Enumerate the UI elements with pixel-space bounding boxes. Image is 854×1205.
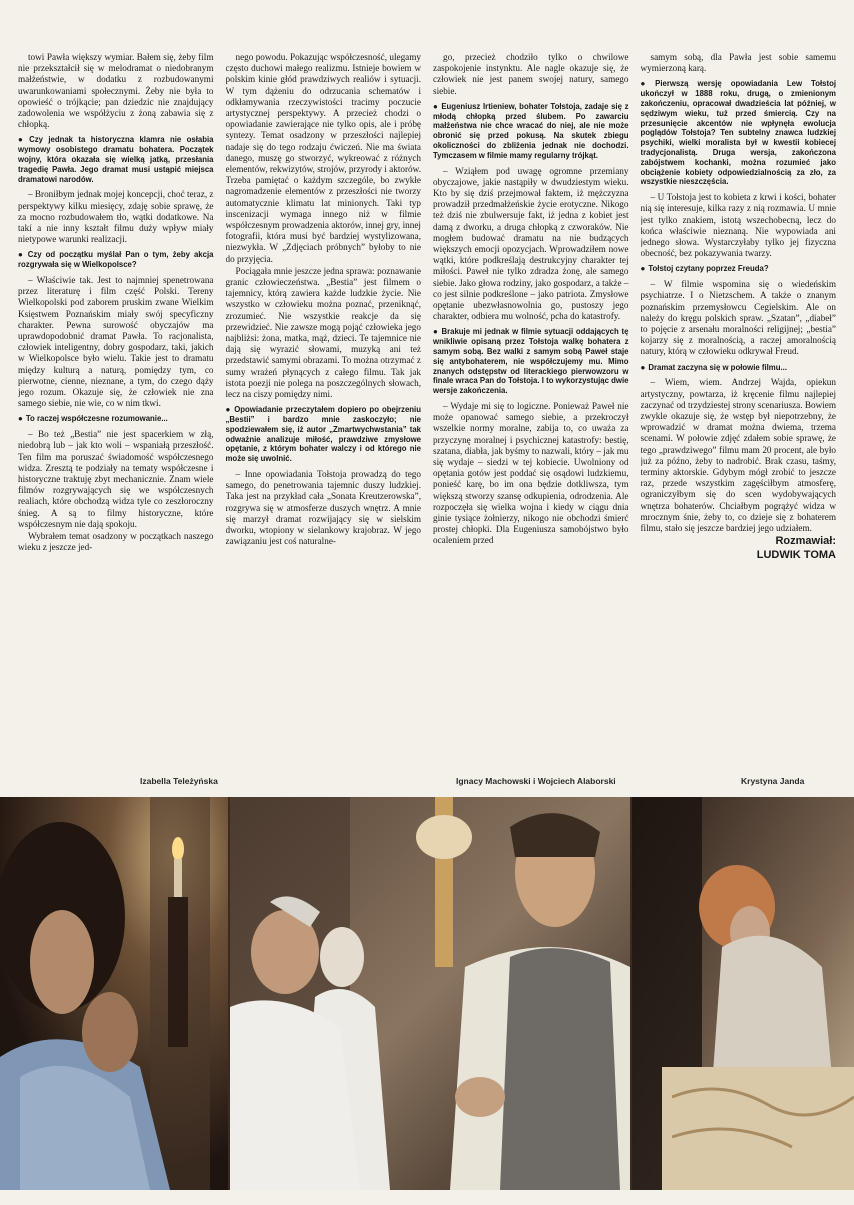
bullet-icon: ● [225,405,232,415]
bullet-icon: ● [640,264,646,274]
bullet-icon: ● [18,414,23,424]
column-1 [18,52,214,758]
article-paragraph: – Wydaje mi się to logiczne. Ponieważ Paweł nie może opanować samego siebie, a przekroczył wszelkie normy moralne, zabija to, co uważa za przyczynę moralnej i psychicznej katastrofy: bestię, szatana, diabła, jak byśmy to nazwali, który – jak mu się wydaje – siedzi w tej kobiecie. Uwolniony od opętania gotów jest poddać się osądowi ludzkiemu, ponieść karę, bo im ona będzie dotkliwsza, tym większą stworzy szansę odkupienia, odrodzenia. Ale rozpoczęła się wielka wojna i kiedy w ciągu dnia ginie tysiące żołnierzy, nikogo nie obchodzi śmierć prostej chłopki. Dla Eugeniusza samobójstwo było ocaleniem przed [433,401,629,546]
question-text: Eugeniusz Irtieniew, bohater Tołstoja, zadaje się z młodą chłopką przed ślubem. Po zawarciu małżeństwa nie chce wracać do niej, ale nie może obronić się przed pokusą. Na skutek zbiegu okoliczności do zbliżenia jednak nie dochodzi. Tymczasem w filmie mamy regularny trójkąt. [433,101,629,160]
question-text: Tołstoj czytany poprzez Freuda? [648,264,769,274]
interview-question [641,264,837,274]
bullet-icon: ● [433,101,439,111]
question-text: Opowiadanie przeczytałem dopiero po obejrzeniu „Bestii” i bardzo mnie zaskoczyło; nie spodziewałem się, iż autor „Zmartwychwstania” tak odważnie analizuje miłość, prawdziwe zmysłowe opętanie, z którym bohater walczy i od którego nie może się uwolnić. [225,405,421,464]
interview-question [433,102,629,161]
article-paragraph: Wybrałem temat osadzony w początkach naszego wieku z jeszcze jed- [18,531,214,553]
article-paragraph: – Bo też „Bestia” nie jest spacerkiem w złą, niedobrą lub – jak kto woli – wspaniałą przeszłość. Ten film ma poruszać świadomość współczesnego widza. Zresztą te podziały na tematy współczesne i historyczne traktuję zbyt mechanicznie. Znam wiele filmów rozgrywających się we współczesnych realiach, które obchodzą widza tyle co zeszłoroczny śnieg. A są to filmy historyczne, które współczesnym nie dają spokoju. [18,429,214,529]
caption-right: Krystyna Janda [741,776,805,786]
interview-question [18,250,214,270]
photo-woman-window [632,797,854,1190]
question-text: Pierwszą wersję opowiadania Lew Tołstoj ukończył w 1888 roku, drugą, o zmienionym zakończeniu, opracował dwadzieścia lat później, w sędziwym wieku, tuż przed śmiercią. Czy na przesunięcie akcentów nie wpłynęła ewolucja poglądów Tołstoja? Ten subtelny znawca ludzkiej psychiki, wielki moralista był w kwestii kobiecej tradycjonalistą. Druga wersja, zakończona zabójstwem kochanki, można rozumieć jako obciążenie kobiety odpowiedzialnością za zło, za wszystkie nieszczęścia. [640,79,836,187]
bullet-icon: ● [18,135,27,145]
author-signature: Rozmawiał: [775,535,836,548]
interview-question [641,79,837,187]
interview-question [18,414,214,424]
photo-woman-candle [0,797,228,1190]
photo-captions [0,776,854,790]
caption-left: Izabella Teleżyńska [140,776,218,786]
bullet-icon: ● [640,79,653,89]
question-text: Brakuje mi jednak w filmie sytuacji oddających tę wnikliwie opisaną przez Tołstoja walkę bohatera z samym sobą. Bez walki z samym sobą Paweł staje się antybohaterem, nie współczujemy mu. Mimo znanych odstępstw od literackiego pierwowzoru w finale wraca Pan do Tołstoja. I to wykorzystując dwie wersje zakończenia. [433,327,629,396]
column-2 [226,52,422,758]
article-paragraph: samym sobą, dla Pawła jest sobie samemu wymierzoną karą. [640,52,836,74]
bullet-icon: ● [18,250,25,260]
article-paragraph: – Właściwie tak. Jest to najmniej spenetrowana przez literaturę i film część Polski. Tereny Wielkopolski pod zaborem pruskim zwane Wielkim Księstwem Poznańskim miały swój specyficzny charakter. Pewna surowość obyczajów ma uprawdopodobnić dramat Pawła. To racjonalista, człowiek inteligentny, dobry gospodarz, taki, jakich w Wielkopolsce było wielu. Takie jest to dramatu między kulturą a naturą, pomiędzy tym, co pierwotne, cienne, nieznane, a tym, do czego dąży jego rozum. Okazuje się, że człowiek nie zna samego siebie, nie wie, co w nim tkwi. [18,275,214,409]
bullet-icon: ● [640,362,646,372]
article-paragraph: – Broniłbym jednak mojej koncepcji, choć teraz, z perspektywy kilku miesięcy, zdaję sobie sprawę, że za mocno rozbudowałem tło, wątki dodatkowe. Na takí a nie inny kształt filmu duży wpływ miały nietypowe warunki realizacji. [18,189,214,245]
article-paragraph: – Wziąłem pod uwagę ogromne przemiany obyczajowe, jakie nastąpiły w dwudziestym wieku. Kto by się dziś przejmował faktem, iż mężczyzna prowadził przedmałżeńskie życie erotyczne. Nikogo też dziś nie zbulwersuje fakt, iż jedna z kobiet jest damą z dworku, a druga chłopką z czworaków. Nie mogłem budować dramatu na nie budzących większych emocji opozycjach. Wprowadziłem nowe wątki, które podkreślają destrukcyjny charakter tej miłości. Paweł nie tylko zdradza żonę, ale samego siebie. Jako głowa rodziny, jako gospodarz, a także – co jest silnie podkreślone – jako patriota. Zmysłowe opętanie ubezwłasnowolnia go, pustoszy jego charakter, odbiera mu wolność, pcha do katastrofy. [433,165,629,322]
bullet-icon: ● [433,327,439,337]
interview-question [226,405,422,464]
article-paragraph: go, przecież chodziło tylko o chwilowe zaspokojenie instynktu. Ale nagle okazuje się, że człowiek nie jest panem swojej natury, samego siebie. [433,52,629,96]
article-paragraph: – Inne opowiadania Tołstoja prowadzą do tego samego, do penetrowania tajemnic duszy ludzkiej. Taka jest na przykład cała „Sonata Kreutzerowska”, rozgrywa się w atmosferze duszych wnętrz. A mnie się marzył dramat rozwijający się w sielskim dworku, wtopiony w sielankowy krajobraz. W jego zawiązaniu jest coś naturalne- [225,469,421,547]
article-columns [18,52,836,758]
question-text: Dramat zaczyna się w połowie filmu... [648,362,787,372]
question-text: To raczej współczesne rozumowanie... [25,414,168,424]
interview-question [641,363,837,373]
caption-middle: Ignacy Machowski i Wojciech Alaborski [456,776,616,786]
column-4 [641,52,837,758]
question-text: Czy jednak ta historyczna klamra nie osłabia wymowy osobistego dramatu bohatera. Początek wojny, która okazała się wielką jatką, przesłania tragedię Pawła. Jego dramat musi ustąpić miejsca dramatowi narodów. [18,135,214,184]
interview-question [433,327,629,396]
question-text: Czy od początku myślał Pan o tym, żeby akcja rozgrywała się w Wielkopolsce? [18,250,214,270]
interview-question [18,135,214,184]
article-paragraph: nego powodu. Pokazując współczesność, ulegamy często duchowi małego realizmu. Istnieje bowiem w polskim kinie głód prawdziwych realiów i sytuacji. W tym dążeniu do odrzucania schematów i odkłamywania rzeczywistości tracimy poczucie artystycznej perspektywy. A przecież chodzi o opowiadanie zawierające nie tylko opis, ale i próbę syntezy. Temat osadzony w przeszłości najlepiej nadaje się do tego rodzaju ćwiczeń. Nie ma świata danego, muszę go stworzyć, wykreować z różnych elementów, rekwizytów, strojów, przyrody i aktorów. Trzeba pamiętać o każdym szczególe, bo zwykłe nagromadzenie elementów z przeszłości nie tworzy automatycznie klimatu lat minionych. Taki typ inscenizacji wymaga innego niż w filmie współczesnym prowadzenia aktorów, innej gry, innej fotografii, która musi być bardziej wystylizowana, niezwykła. W „Zdjęciach próbnych” byłoby to nie do przyjęcia. [225,52,421,264]
article-paragraph: – U Tołstoja jest to kobieta z krwi i kości, bohater nią się interesuje, kilka razy z nią rozmawia. U mnie jest tylko znakiem, istotą wszechobecną, lecz do końca właściwie nieznaną. Nie wypowiada ani jednego słowa. Wystarczyłaby tylko jej fizyczna obecność, bez pokazywania twarzy. [640,192,836,259]
article-paragraph: towi Pawła większy wymiar. Bałem się, żeby film nie przekształcił się w melodramat o niedobranym małżeństwie, w dodatku z rozbudowanymi uwarunkowaniami społecznymi. Żeby nie była to opowieść o trójkącie; pan dziedzic nie znajdujący zadowolenia we współżyciu z żoną zabawia się z chłopką. [18,52,214,130]
article-paragraph: – Wiem, wiem. Andrzej Wajda, opiekun artystyczny, powtarza, iż kręcenie filmu najlepiej zaczynać od trzydziestej strony scenariusza. Bowiem zwykle okazuje się, że wstęp był niepotrzebny, że wprowadzić w dramat można dwiema, trzema scenami. W połowie zdjęć zdałem sobie sprawę, że tego „prawdziwego” filmu mam 20 procent, ale było już za późno, żeby to nadrobić. Brak czasu, taśmy, terminy aktorskie. Gdybym mógł zrobić to jeszcze raz, przede wszystkim zagęściłbym atmosferę, ograniczyłbym się do scen wydobywających wnętrza bohaterów. Chciałbym pogrążyć widza w mrocznym śnie, żeby to, co dzieje się z bohaterem filmu, stało się jeszcze bardziej jego udziałem. [640,377,836,534]
article-paragraph: Pociągała mnie jeszcze jedna sprawa: poznawanie granic człowieczeństwa. „Bestia” jest filmem o tajemnicy, którą zawiera każde ludzkie życie. Nie wszystko w człowieku można poznać, przeniknąć, zrozumieć. Nie wszystkie reakcje da się przewidzieć. Nie zawsze mogą pojąć człowieka jego najbliżsi: żona, matka, mąż, dzieci. Te tajemnice nie dają się wyrazić słowami, muzyką ani też przedstawić samymi obrazami. To można otrzymać z sumy wrażeń płynących z całego filmu. Tak jak istota poezji nie polega na poszczególnych słowach, lecz na ciszy pomiędzy nimi. [225,265,421,400]
author-signature: LUDWIK TOMA [756,549,836,562]
photo-two-men [230,797,630,1190]
photo-strip [0,797,854,1190]
column-3 [433,52,629,758]
article-paragraph: – W filmie wspomina się o wiedeńskim psychiatrze. I o Nietzschem. A także o znanym poznańskim przemysłowcu Cegielskim. Ale on należy do kręgu polskich spraw. „Szatan”, „diabeł” to pojęcie z arsenału moralności religijnej; „bestia” kojarzy się z moralnością, a raczej amoralnością natury, którą w człowieku odkrywał Freud. [640,279,836,357]
